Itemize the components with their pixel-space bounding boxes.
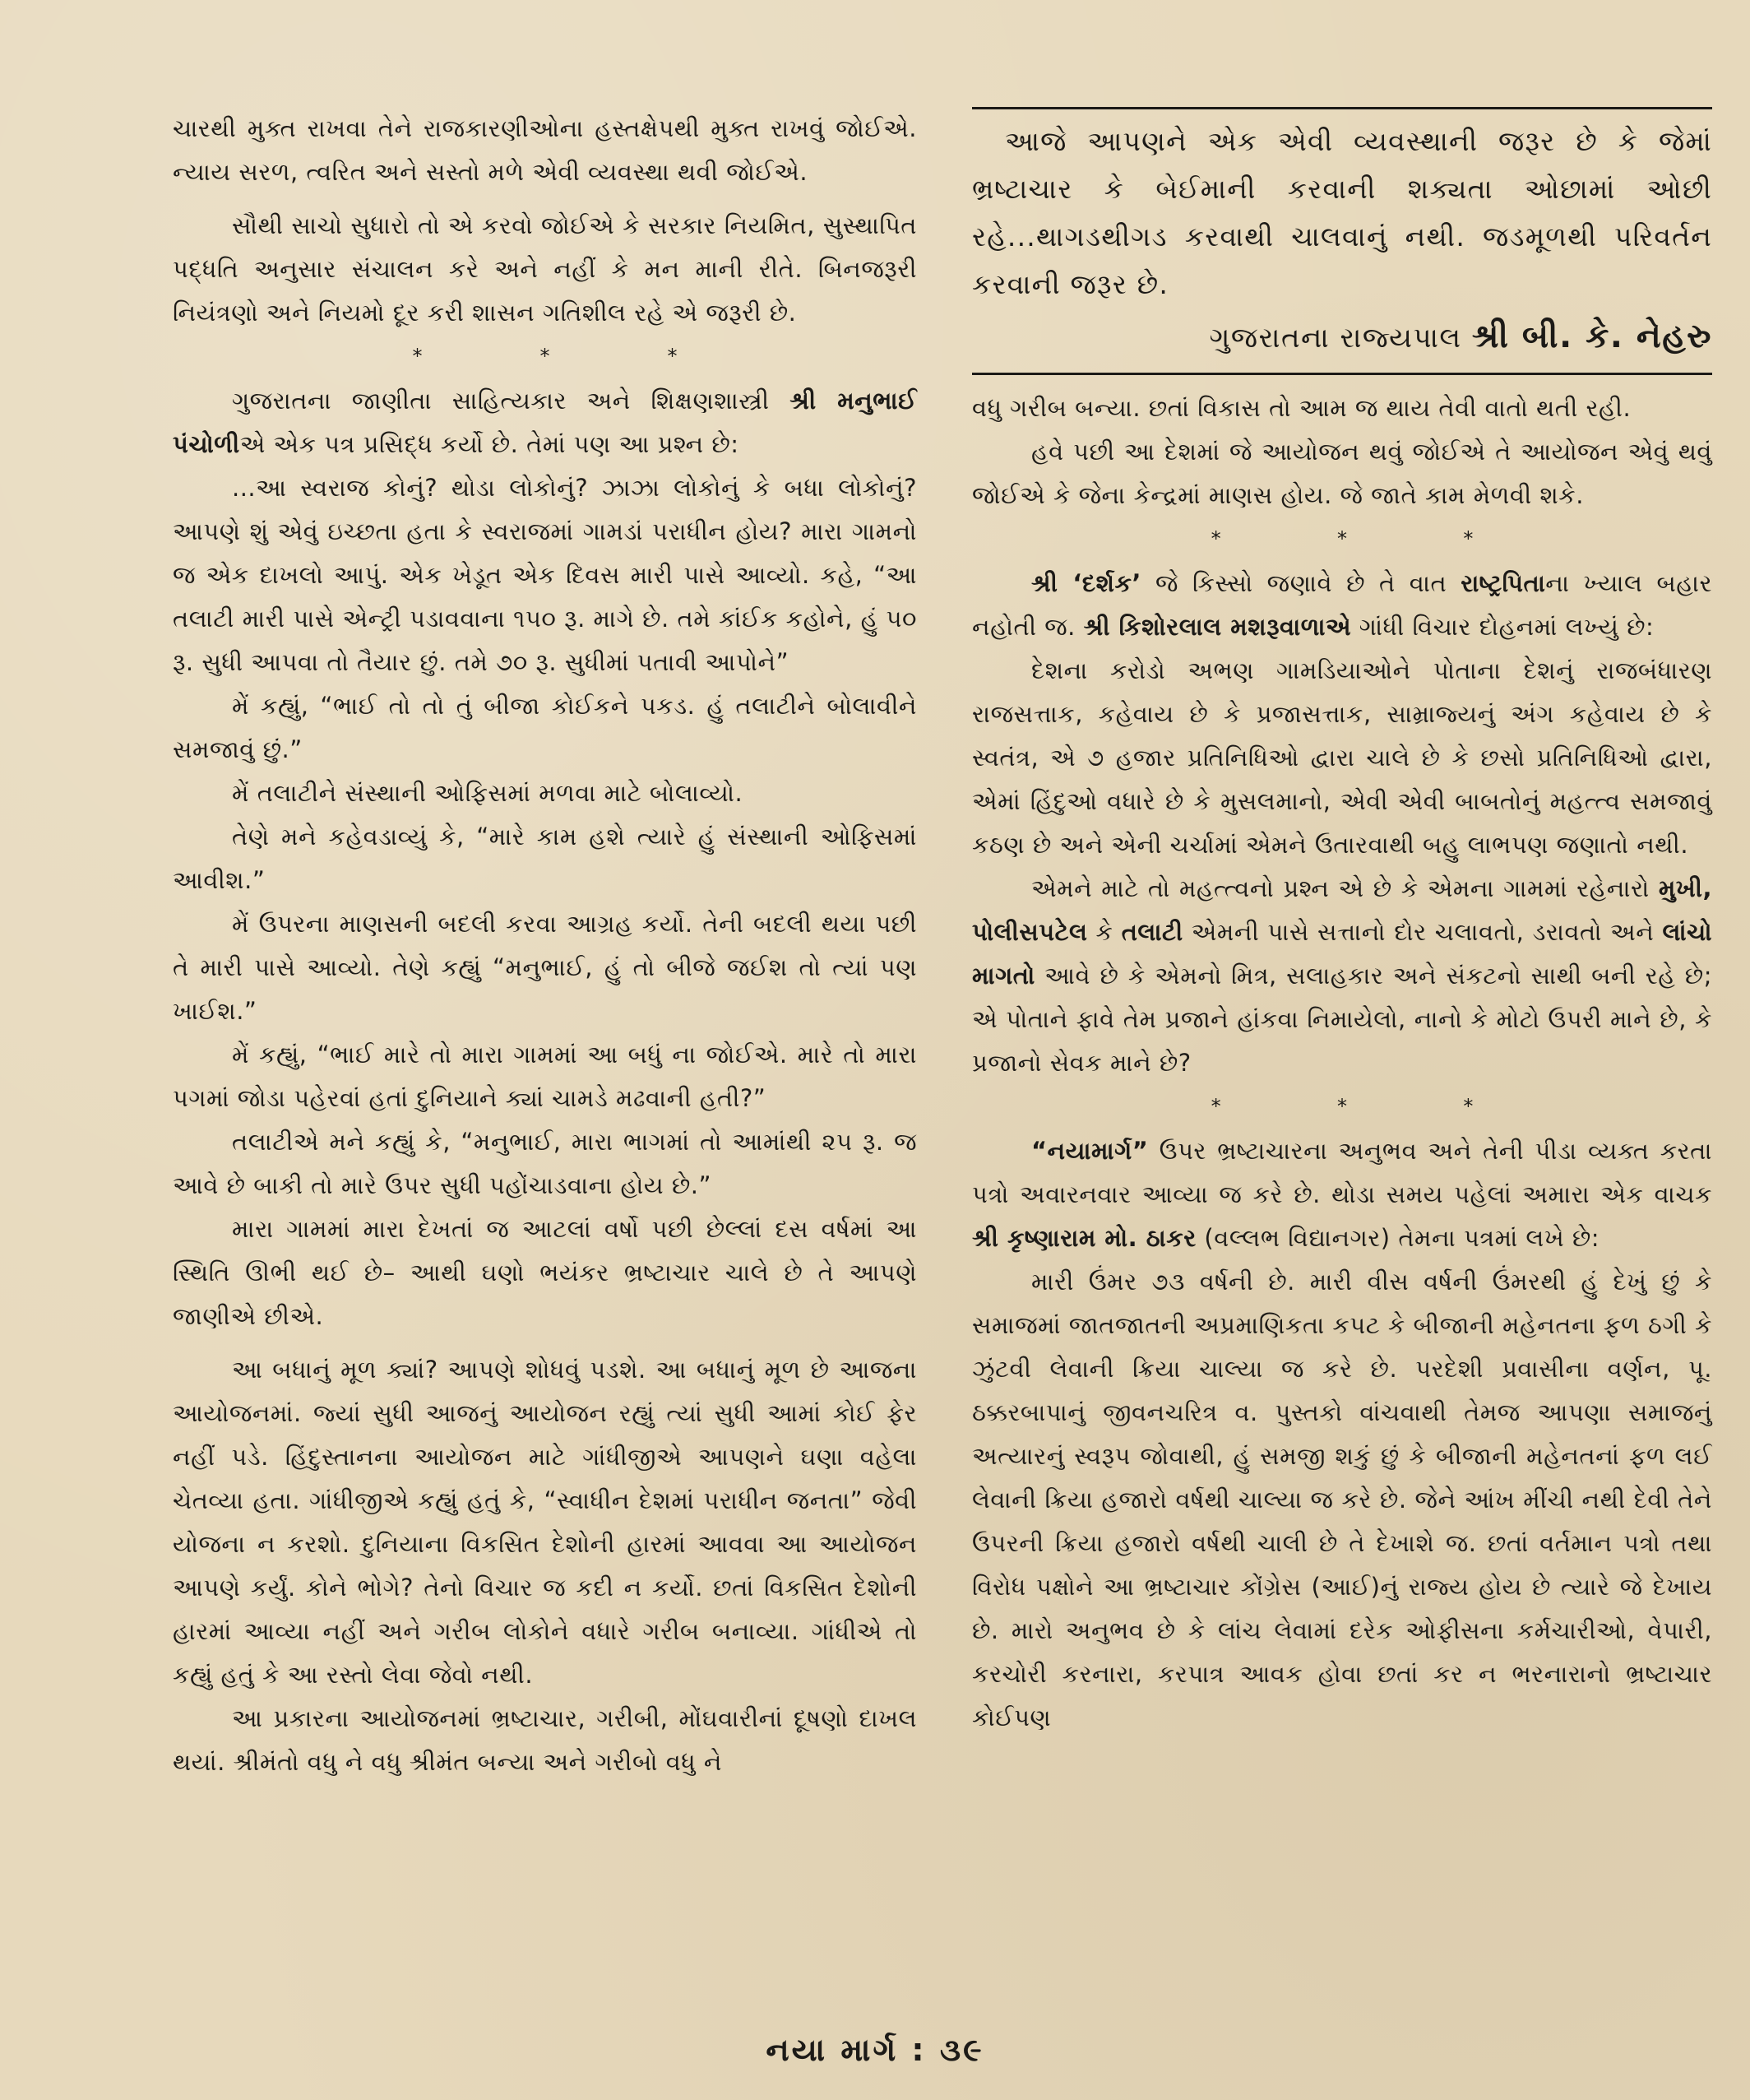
separator-star: * [1336,527,1347,550]
right-paragraph-2: હવે પછી આ દેશમાં જે આયોજન થવું જોઈએ તે આયોજન એવું થવું જોઈએ કે જેના કેન્દ્રમાં માણસ હોય. જે જાતે કામ મેળવી શકે. [972,438,1712,509]
section-separator [972,522,1712,555]
pull-quote-box [972,107,1712,375]
left-paragraph-4: ...આ સ્વરાજ કોનું? થોડા લોકોનું? ઝાઝા લોકોનું કે બધા લોકોનું? આપણે શું એવું ઇચ્છતા હતા કે સ્વરાજમાં ગામડાં પરાધીન હોય? મારા ગામનો જ એક દાખલો આપું. એક ખેડૂત એક દિવસ મારી પાસે આવ્યો. કહે, “આ તલાટી મારી પાસે એન્ટ્રી પડાવવાના ૧૫૦ રૂ. માગે છે. તમે કાંઈક કહોને, હું ૫૦ રૂ. સુધી આપવા તો તૈયાર છું. તમે ૭૦ રૂ. સુધીમાં પતાવી આપોને” [173,474,917,676]
separator-star: * [1211,527,1221,550]
left-paragraph-10: તલાટીએ મને કહ્યું કે, “મનુભાઈ, મારા ભાગમાં તો આમાંથી ૨૫ રૂ. જ આવે છે બાકી તો મારે ઉપર સુધી પહોંચાડવાના હોય છે.” [173,1128,917,1199]
separator-star: * [1463,527,1474,550]
left-paragraph-2: સૌથી સાચો સુધારો તો એ કરવો જોઈએ કે સરકાર નિયમિત, સુસ્થાપિત પદ્ધતિ અનુસાર સંચાલન કરે અને નહીં કે મન માની રીતે. બિનજરૂરી નિયંત્રણો અને નિયમો દૂર કરી શાસન ગતિશીલ રહે એ જરૂરી છે. [173,211,917,327]
right-paragraph-6: “નયામાર્ગ” ઉપર ભ્રષ્ટાચારના અનુભવ અને તેની પીડા વ્યક્ત કરતા પત્રો અવારનવાર આવ્યા જ કરે છે. થોડા સમય પહેલાં અમારા એક વાચક શ્રી કૃષ્ણારામ મો. ઠાકર (વલ્લભ વિદ્યાનગર) તેમના પત્રમાં લખે છે: [972,1137,1712,1252]
left-paragraph-6: મેં તલાટીને સંસ્થાની ઓફિસમાં મળવા માટે બોલાવ્યો. [232,779,743,807]
pull-quote-attribution: ગુજરાતના રાજ્યપાલ શ્રી બી. કે. નેહરુ [1209,318,1712,355]
separator-star: * [667,345,678,368]
left-paragraph-12: આ બધાનું મૂળ ક્યાં? આપણે શોધવું પડશે. આ બધાનું મૂળ છે આજના આયોજનમાં. જ્યાં સુધી આજનું આયોજન રહ્યું ત્યાં સુધી આમાં કોઈ ફેર નહીં પડે. હિંદુસ્તાનના આયોજન માટે ગાંધીજીએ આપણને ઘણા વહેલા ચેતવ્યા હતા. ગાંધીજીએ કહ્યું હતું કે, “સ્વાધીન દેશમાં પરાધીન જનતા” જેવી યોજના ન કરશો. દુનિયાના વિકસિત દેશોની હારમાં આવવા આ આયોજન આપણે કર્યું. કોને ભોગે? તેનો વિચાર જ કદી ન કર્યો. છતાં વિકસિત દેશોની હારમાં આવ્યા નહીં અને ગરીબ લોકોને વધારે ગરીબ બનાવ્યા. ગાંધીએ તો કહ્યું હતું કે આ રસ્તો લેવા જેવો નથી. [173,1356,917,1689]
separator-star: * [1463,1095,1474,1118]
left-paragraph-5: મેં કહ્યું, “ભાઈ તો તો તું બીજા કોઈકને પકડ. હું તલાટીને બોલાવીને સમજાવું છું.” [173,692,917,763]
left-paragraph-11: મારા ગામમાં મારા દેખતાં જ આટલાં વર્ષો પછી છેલ્લાં દસ વર્ષમાં આ સ્થિતિ ઊભી થઈ છે– આથી ઘણો ભયંકર ભ્રષ્ટાચાર ચાલે છે તે આપણે જાણીએ છીએ. [173,1215,917,1330]
right-paragraph-3: શ્રી ‘દર્શક’ જે કિસ્સો જણાવે છે તે વાત રાષ્ટ્રપિતાના ખ્યાલ બહાર નહોતી જ. શ્રી કિશોરલાલ મશરૂવાળાએ ગાંધી વિચાર દોહનમાં લખ્યું છે: [972,569,1712,641]
author-name-manubhai: શ્રી મનુભાઈ પંચોળી [173,387,917,458]
left-paragraph-3: ગુજરાતના જાણીતા સાહિત્યકાર અને શિક્ષણશાસ્ત્રી શ્રી મનુભાઈ પંચોળીએ એક પત્ર પ્રસિદ્ધ કર્યો છે. તેમાં પણ આ પ્રશ્ન છે: [173,387,917,458]
right-paragraph-7: મારી ઉંમર ૭૩ વર્ષની છે. મારી વીસ વર્ષની ઉંમરથી હું દેખું છું કે સમાજમાં જાતજાતની અપ્રમાણિકતા કપટ કે બીજાની મહેનતના ફળ ઠગી કે ઝુંટવી લેવાની ક્રિયા ચાલ્યા જ કરે છે. પરદેશી પ્રવાસીના વર્ણન, પૂ. ઠક્કરબાપાનું જીવનચરિત્ર વ. પુસ્તકો વાંચવાથી તેમજ આપણા સમાજનું અત્યારનું સ્વરૂપ જોવાથી, હું સમજી શકું છું કે બીજાની મહેનતનાં ફળ લઈ લેવાની ક્રિયા હજારો વર્ષથી ચાલ્યા જ કરે છે. જેને આંખ મીંચી નથી દેવી તેને ઉપરની ક્રિયા હજારો વર્ષથી ચાલી છે તે દેખાશે જ. છતાં વર્તમાન પત્રો તથા વિરોધ પક્ષોને આ ભ્રષ્ટાચાર કોંગ્રેસ (આઈ)નું રાજ્ય હોય છે ત્યારે જે દેખાય છે. મારો અનુભવ છે કે લાંચ લેવામાં દરેક ઓફીસના કર્મચારીઓ, વેપારી, કરચોરી કરનારા, કરપાત્ર આવક હોવા છતાં કર ન ભરનારાનો ભ્રષ્ટાચાર કોઈપણ [972,1268,1712,1731]
separator-star: * [1336,1095,1347,1118]
right-paragraph-1: વધુ ગરીબ બન્યા. છતાં વિકાસ તો આમ જ થાય તેવી વાતો થતી રહી. [972,394,1632,422]
left-paragraph-7: તેણે મને કહેવડાવ્યું કે, “મારે કામ હશે ત્યારે હું સંસ્થાની ઓફિસમાં આવીશ.” [173,823,917,894]
section-separator [972,1090,1712,1123]
attribution-name: શ્રી બી. કે. નેહરુ [1471,318,1712,355]
page-footer: નયા માર્ગ : ૩૯ [766,2032,984,2068]
separator-star: * [539,345,550,368]
left-column [173,107,917,1784]
pull-quote-text: આજે આપણને એક એવી વ્યવસ્થાની જરૂર છે કે જેમાં ભ્રષ્ટાચાર કે બેઈમાની કરવાની શક્યતા ઓછામાં ઓછી રહે...થાગડથીગડ કરવાથી ચાલવાનું નથી. જડમૂળથી પરિવર્તન કરવાની જરૂર છે. [972,125,1712,300]
left-paragraph-9: મેં કહ્યું, “ભાઈ મારે તો મારા ગામમાં આ બધું ના જોઈએ. મારે તો મારા પગમાં જોડા પહેરવાં હતાં દુનિયાને ક્યાં ચામડે મઢવાની હતી?” [173,1041,917,1112]
section-separator [173,340,917,373]
separator-star: * [1211,1095,1221,1118]
left-paragraph-1: ચારથી મુક્ત રાખવા તેને રાજકારણીઓના હસ્તક્ષેપથી મુક્ત રાખવું જોઈએ. ન્યાય સરળ, ત્વરિત અને સસ્તો મળે એવી વ્યવસ્થા થવી જોઈએ. [173,114,917,186]
left-paragraph-8: મેં ઉપરના માણસની બદલી કરવા આગ્રહ કર્યો. તેની બદલી થયા પછી તે મારી પાસે આવ્યો. તેણે કહ્યું “મનુભાઈ, હું તો બીજે જઈશ તો ત્યાં પણ ખાઈશ.” [173,910,917,1025]
separator-star: * [412,345,423,368]
right-column [972,107,1712,1740]
left-paragraph-13: આ પ્રકારના આયોજનમાં ભ્રષ્ટાચાર, ગરીબી, મોંઘવારીનાં દૂષણો દાખલ થયાં. શ્રીમંતો વધુ ને વધુ શ્રીમંત બન્યા અને ગરીબો વધુ ને [173,1704,917,1776]
right-paragraph-5: એમને માટે તો મહત્ત્વનો પ્રશ્ન એ છે કે એમના ગામમાં રહેનારો મુખી, પોલીસપટેલ કે તલાટી એમની પાસે સત્તાનો દોર ચલાવતો, ડરાવતો અને લાંચો માગતો આવે છે કે એમનો મિત્ર, સલાહકાર અને સંકટનો સાથી બની રહે છે; એ પોતાને ફાવે તેમ પ્રજાને હાંકવા નિમાયેલો, નાનો કે મોટો ઉપરી માને છે, કે પ્રજાનો સેવક માને છે? [972,874,1712,1077]
right-paragraph-4: દેશના કરોડો અભણ ગામડિયાઓને પોતાના દેશનું રાજબંધારણ રાજસત્તાક, કહેવાય છે કે પ્રજાસત્તાક, સામ્રાજ્યનું અંગ કહેવાય છે કે સ્વતંત્ર, એ ૭ હજાર પ્રતિનિધિઓ દ્વારા ચાલે છે કે છસો પ્રતિનિધિઓ દ્વારા, એમાં હિંદુઓ વધારે છે કે મુસલમાનો, એવી એવી બાબતોનું મહત્ત્વ સમજાવું કઠણ છે અને એની ચર્ચામાં એમને ઉતારવાથી બહુ લાભપણ જણાતો નથી. [972,656,1712,859]
